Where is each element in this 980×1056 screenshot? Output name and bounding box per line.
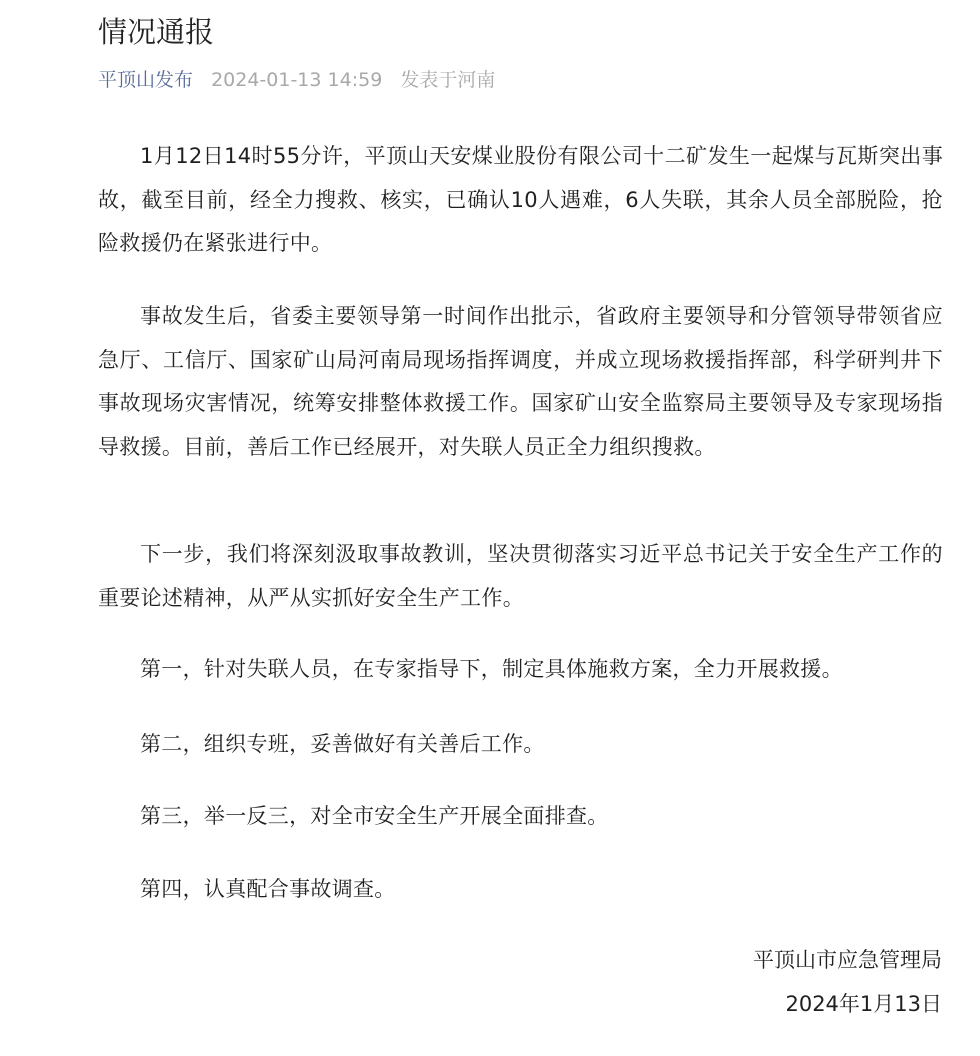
signature-date: 2024年1月13日 <box>785 992 942 1016</box>
paragraph-5: 第二，组织专班，妥善做好有关善后工作。 <box>140 732 545 756</box>
publish-datetime: 2024-01-13 14:59 <box>211 69 383 91</box>
paragraph-4: 第一，针对失联人员，在专家指导下，制定具体施救方案，全力开展救援。 <box>140 657 843 681</box>
publish-location: 发表于河南 <box>400 69 496 91</box>
article-title: 情况通报 <box>98 15 215 49</box>
paragraph-7: 第四，认真配合事故调查。 <box>140 877 396 901</box>
signature-organization: 平顶山市应急管理局 <box>753 948 942 972</box>
paragraph-6: 第三，举一反三，对全市安全生产开展全面排查。 <box>140 804 609 828</box>
article-meta <box>98 66 507 94</box>
account-name-link[interactable]: 平顶山发布 <box>98 69 194 91</box>
paragraph-1: 1月12日14时55分许，平顶山天安煤业股份有限公司十二矿发生一起煤与瓦斯突出事故，截至目前，经全力搜救、核实，已确认10人遇难，6人失联，其余人员全部脱险，抢险救援仍在紧张进行中。 <box>98 144 943 255</box>
paragraph-3: 下一步，我们将深刻汲取事故教训，坚决贯彻落实习近平总书记关于安全生产工作的重要论述精神，从严从实抓好安全生产工作。 <box>98 542 943 610</box>
paragraph-2: 事故发生后，省委主要领导第一时间作出批示，省政府主要领导和分管领导带领省应急厅、工信厅、国家矿山局河南局现场指挥调度，并成立现场救援指挥部，科学研判井下事故现场灾害情况，统筹安排整体救援工作。国家矿山安全监察局主要领导及专家现场指导救援。目前，善后工作已经展开，对失联人员正全力组织搜救。 <box>98 304 943 459</box>
signature-block <box>753 938 942 1026</box>
